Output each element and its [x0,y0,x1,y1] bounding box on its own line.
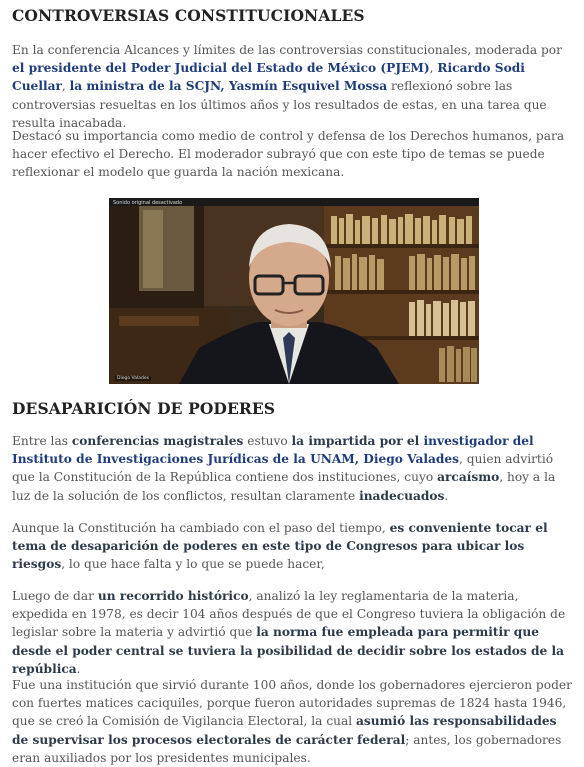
text-run: Entre las [12,434,72,448]
text-run: ; antes, los gobernadores eran auxiliados por los presidentes municipales. [12,732,562,765]
text-run: , hoy a la luz de la solución de los conflictos, resultan claramente [12,470,556,503]
text-run: . [444,488,449,503]
bold-text: conferencias magistrales [71,434,244,448]
text-run: estuvo [243,434,292,448]
bold-text: arcaísmo [437,470,500,485]
video-top-bar-text: Sonido original desactivado [113,200,183,206]
bold-text: asumió las responsabilidades de supervisar los procesos electorales de carácter federal [12,714,557,747]
text-run: , analizó la ley reglamentaria de la materia, expedida en 1978, es decir 104 años después de que el Congreso tuviera la obligación de legislar sobre la materia y advirtió que [12,589,566,640]
bold-text: es conveniente tocar el tema de desaparición de poderes en este tipo de Congresos para ubicar los riesgos [12,521,548,572]
paragraph [12,519,574,574]
text-run: reflexionó sobre las controversias resueltas en los últimos años y los resultados de estas, en una tarea que resulta inacabada. [12,79,547,130]
paragraph [12,587,574,678]
text-run: , [429,61,438,76]
bold-text: la norma fue empleada para permitir que desde el poder central se tuviera la posibilidad de decidir sobre los estados de la república [12,625,565,676]
paragraph [12,41,574,132]
bold-text: la impartida por el [291,434,424,448]
section-heading-controversias: CONTROVERSIAS CONSTITUCIONALES [12,6,365,25]
bold-text: un recorrido histórico [97,589,249,603]
text-run: . [76,661,81,676]
paragraph [12,127,574,182]
text-run: Luego de dar [12,589,98,603]
highlighted-link-text: investigador del Instituto de Investigaciones Jurídicas de la UNAM, Diego Valades [12,434,534,467]
text-run: Aunque la Constitución ha cambiado con el paso del tiempo, [12,521,390,535]
section-heading-desaparicion: DESAPARICIÓN DE PODERES [12,399,276,418]
conference-video-frame[interactable] [109,198,479,384]
text-run: , [61,79,70,94]
highlighted-link-text: la ministra de la SCJN, Yasmín Esquivel Mossa [69,79,388,94]
highlighted-link-text: el presidente del Poder Judicial del Estado de México (PJEM) [12,61,430,76]
text-run: , lo que hace falta y lo que se puede hacer, [61,557,325,572]
text-run: , quien advirtió que la Constitución de la República contiene dos instituciones, cuyo [12,452,554,485]
text-run: En la conferencia Alcances y límites de las controversias constitucionales, moderada por [12,43,562,57]
text-run: Fue una institución que sirvió durante 100 años, donde los gobernadores ejercieron poder con fuertes matices caciquiles, porque fueron autoridades supremas de 1824 hasta 1946, que se creó la Comisión de Vigilancia Electoral, la cual [12,678,572,729]
paragraph [12,432,574,505]
paragraph [12,676,574,767]
bold-text: inadecuados [359,488,445,503]
highlighted-link-text: Ricardo Sodi Cuellar [12,61,525,94]
text-run: Destacó su importancia como medio de control y defensa de los Derechos humanos, para hacer efectivo el Derecho. El moderador subrayó que con este tipo de temas se puede reflexionar el modelo que guarda la nación mexicana. [12,129,565,180]
speaker-name-tag: Diego Valades [117,376,149,381]
speaker-image [109,198,479,384]
